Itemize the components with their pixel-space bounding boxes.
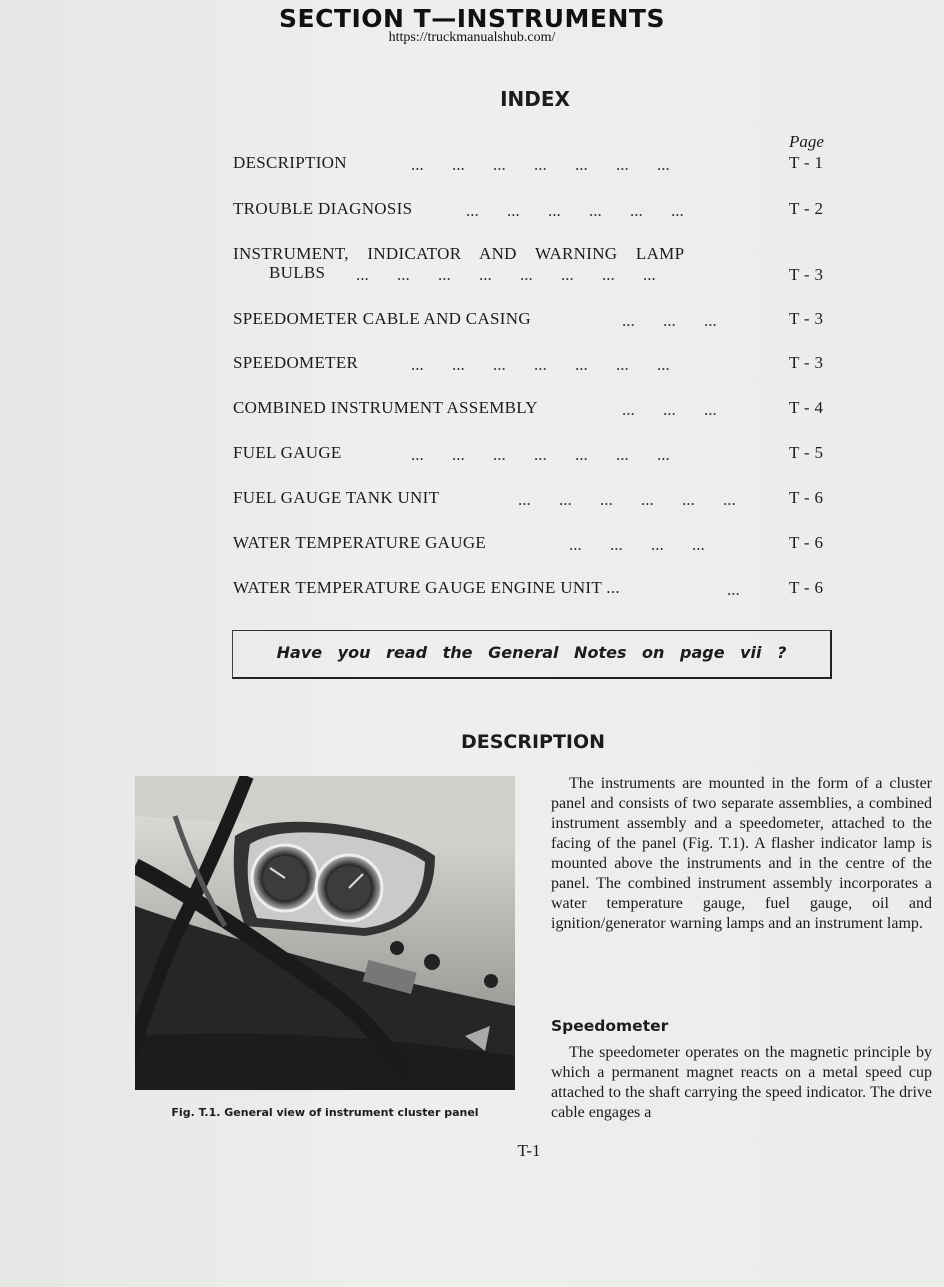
toc-row-speedometer-cable: [233, 309, 833, 333]
toc-title: DESCRIPTION: [233, 153, 347, 172]
toc-title: FUEL GAUGE TANK UNIT: [233, 488, 440, 507]
general-notes-box: [232, 630, 832, 679]
toc-row-water-temperature-engine-unit: [233, 578, 833, 602]
toc-page: T - 5: [789, 443, 824, 462]
toc-row-speedometer: [233, 353, 833, 377]
toc-leader-dots: ... ... ...: [622, 311, 717, 330]
toc-leader-dots: ...: [727, 580, 740, 599]
toc-leader-dots: ... ... ... ...: [569, 535, 705, 554]
toc-page: T - 3: [789, 265, 824, 284]
page-column-label: Page: [789, 132, 824, 151]
speedometer-paragraph: [551, 1043, 932, 1123]
toc-leader-dots: ... ... ... ... ... ... ... ...: [356, 265, 656, 284]
toc-page: T - 6: [789, 578, 824, 597]
description-paragraph: [551, 774, 932, 934]
toc-page: T - 6: [789, 488, 824, 507]
toc-row-combined-instrument: [233, 398, 833, 422]
toc-title: SPEEDOMETER CABLE AND CASING: [233, 309, 531, 328]
toc-leader-dots: ... ... ... ... ... ... ...: [411, 445, 670, 464]
toc-leader-dots: ... ... ... ... ... ... ...: [411, 355, 670, 374]
toc-page: T - 1: [789, 153, 824, 172]
toc-title: COMBINED INSTRUMENT ASSEMBLY: [233, 398, 538, 417]
toc-page: T - 3: [789, 353, 824, 372]
description-text: The instruments are mounted in the form of a cluster panel and consists of two separate assemblies, a combined instrument assembly and a speedometer, attached to the facing of the panel (Fig. T.1). A flasher indicator lamp is mounted above the instruments and in the centre of the panel. The combined instrument assembly incorporates a water temperature gauge, fuel gauge, oil and ignition/generator warning lamps and an instrument lamp.: [551, 775, 932, 932]
toc-row-bulbs: [233, 244, 833, 288]
toc-row-trouble-diagnosis: [233, 199, 833, 223]
toc-row-description: [233, 153, 833, 177]
toc-leader-dots: ... ... ... ... ... ...: [466, 201, 684, 220]
toc-title: TROUBLE DIAGNOSIS: [233, 199, 413, 218]
section-title: SECTION T—INSTRUMENTS: [279, 4, 665, 33]
toc-page: T - 6: [789, 533, 824, 552]
toc-title: WATER TEMPERATURE GAUGE ENGINE UNIT ...: [233, 578, 620, 597]
toc-leader-dots: ... ... ... ... ... ...: [518, 490, 736, 509]
source-url[interactable]: https://truckmanualshub.com/: [388, 30, 556, 45]
description-heading: DESCRIPTION: [460, 731, 606, 753]
toc-leader-dots: ... ... ...: [622, 400, 717, 419]
general-notes-text: Have you read the General Notes on page vii ?: [276, 643, 787, 662]
toc-row-water-temperature: [233, 533, 833, 557]
index-heading: INDEX: [500, 87, 570, 111]
toc-title: SPEEDOMETER: [233, 353, 359, 372]
toc-title: WATER TEMPERATURE GAUGE: [233, 533, 487, 552]
toc-leader-dots: ... ... ... ... ... ... ...: [411, 155, 670, 174]
speedometer-subheading: Speedometer: [551, 1017, 669, 1035]
toc-row-fuel-gauge-tank: [233, 488, 833, 512]
toc-title-continued: BULBS: [269, 263, 326, 282]
toc-page: T - 3: [789, 309, 824, 328]
speedometer-text: The speedometer operates on the magnetic principle by which a permanent magnet reacts on a metal speed cup attached to the shaft carrying the speed indicator. The drive cable engages a: [551, 1044, 932, 1121]
instrument-cluster-photo: [135, 776, 515, 1090]
figure-caption: Fig. T.1. General view of instrument cluster panel: [171, 1106, 479, 1119]
toc-title: FUEL GAUGE: [233, 443, 342, 462]
toc-page: T - 4: [789, 398, 824, 417]
toc-title: INSTRUMENT, INDICATOR AND WARNING LAMP: [233, 244, 685, 263]
page-number: T-1: [517, 1141, 541, 1160]
toc-page: T - 2: [789, 199, 824, 218]
toc-row-fuel-gauge: [233, 443, 833, 467]
